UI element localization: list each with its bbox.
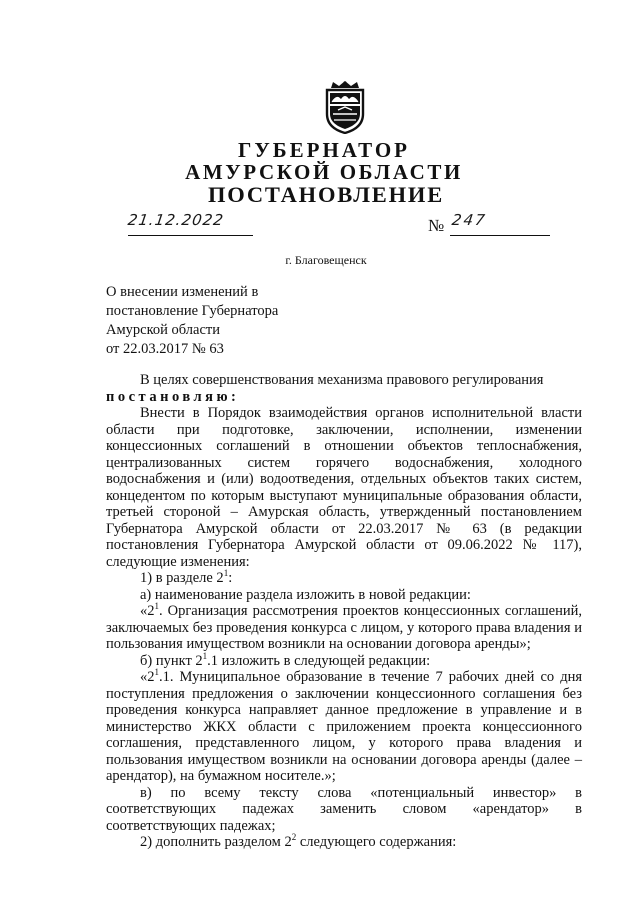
subject-line: постановление Губернатора bbox=[106, 303, 279, 319]
quote-2-tail: .1. Муниципальное образование в течение 7 рабочих дней со дня поступления предложения о заключении концессионного соглашения без проведения конкурса направляет данное предложение в управление и в министерство ЖКХ области с приложением проекта концессионного соглашения, представленного лицом, у которого права владения и пользования имуществом возникли на основании договора аренды (далее – арендатор), на бумажном носителе.»; bbox=[106, 669, 582, 784]
item-1b-text: б) пункт 2 bbox=[140, 652, 203, 669]
number-label: № bbox=[428, 216, 445, 235]
item-1b bbox=[106, 650, 582, 670]
item-1a: а) наименование раздела изложить в новой редакции: bbox=[140, 586, 471, 603]
quote-1-text: «2 bbox=[140, 603, 155, 619]
item-2-tail: следующего содержания: bbox=[296, 834, 457, 850]
item-1-tail: : bbox=[228, 570, 233, 586]
quote-1-tail: . Организация рассмотрения проектов концессионных соглашений, заключаемых без проведения конкурса с лицом, у которого права владения и пользования имуществом возникли на основании договора аренды»; bbox=[106, 603, 582, 652]
item-1-sup: 1 bbox=[223, 568, 229, 578]
handwritten-date: 21.12.2022 bbox=[126, 211, 226, 229]
coat-of-arms-icon bbox=[323, 80, 367, 134]
intro-paragraph: В целях совершенствования механизма правового регулирования bbox=[140, 372, 544, 388]
item-1 bbox=[106, 570, 582, 587]
item-1c: в) по всему тексту слова «потенциальный инвестор» в соответствующих падежах заменить словом «арендатор» в соответствующих падежах; bbox=[106, 784, 582, 834]
item-1-text: 1) в разделе 2 bbox=[140, 570, 224, 586]
resolve-word: постановляю: bbox=[106, 388, 240, 405]
quote-2-text: «2 bbox=[140, 669, 155, 685]
item-2-text: 2) дополнить разделом 2 bbox=[140, 834, 292, 850]
subject-line: О внесении изменений в bbox=[106, 284, 259, 300]
main-paragraph: Внести в Порядок взаимодействия органов исполнительной власти области при подготовке, заключении, исполнении, изменении концессионных соглашений в отношении объектов теплоснабжения, централизованных систем горячего водоснабжения, холодного водоснабжения и (или) водоотведения, отдельных объектов таких систем, концедентом по которым выступают муниципальные образования области, третьей стороной – Амурская область, утвержденный постановлением Губернатора Амурской области от 22.03.2017 № 63 (в редакции постановления Губернатора Амурской области от 09.06.2022 № 117), следующие изменения: bbox=[106, 405, 582, 570]
number-field bbox=[450, 211, 550, 236]
item-1b-sup: 1 bbox=[202, 650, 208, 661]
subject-line: Амурской области bbox=[106, 322, 220, 338]
quote-2 bbox=[106, 669, 582, 785]
handwritten-number: 247 bbox=[450, 211, 488, 229]
quote-1-sup: 1 bbox=[154, 601, 159, 611]
item-2-sup: 2 bbox=[291, 832, 297, 842]
header-region: АМУРСКОЙ ОБЛАСТИ bbox=[185, 160, 463, 184]
item-1b-tail: .1 изложить в следующей редакции: bbox=[207, 652, 431, 669]
subject-line: от 22.03.2017 № 63 bbox=[106, 341, 224, 357]
document-body bbox=[106, 372, 582, 851]
date-field bbox=[126, 211, 253, 236]
city-line: г. Благовещенск bbox=[285, 253, 367, 267]
subject-block bbox=[106, 283, 278, 359]
quote-1 bbox=[106, 603, 582, 653]
header-doc-type: ПОСТАНОВЛЕНИЕ bbox=[208, 182, 444, 207]
header-governor: ГУБЕРНАТОР bbox=[237, 138, 411, 162]
quote-2-sup: 1 bbox=[154, 667, 159, 677]
item-2 bbox=[106, 834, 582, 851]
